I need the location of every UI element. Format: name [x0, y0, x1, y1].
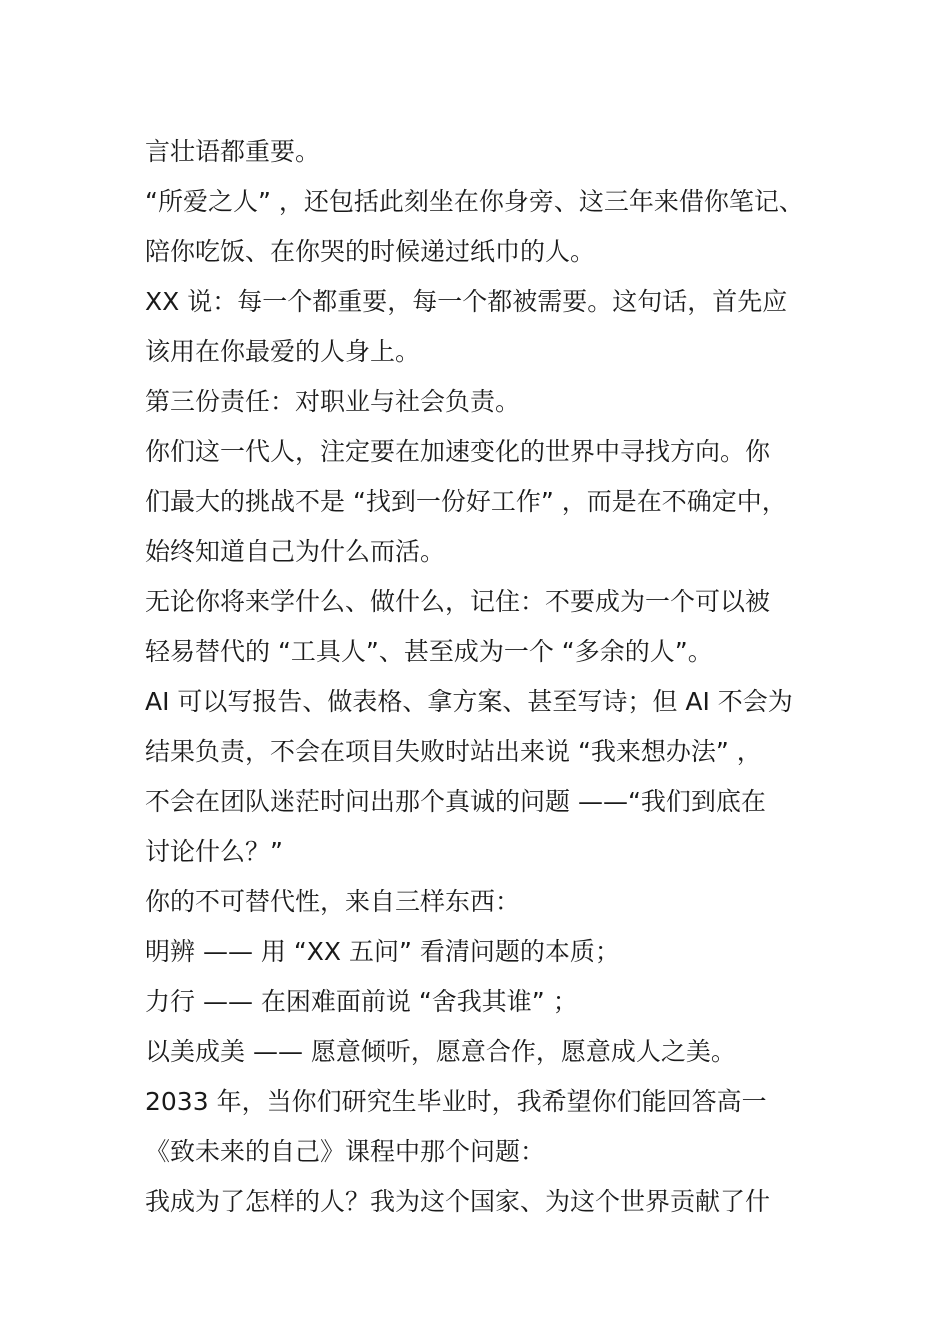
text-line: 讨论什么？”	[145, 837, 283, 866]
text-line: 该用在你最爱的人身上。	[145, 337, 421, 366]
text-line: 陪你吃饭、在你哭的时候递过纸巾的人。	[145, 237, 596, 266]
text-line: 《致未来的自己》课程中那个问题：	[145, 1137, 546, 1166]
text-line: AI 可以写报告、做表格、拿方案、甚至写诗；但 AI 不会为	[145, 687, 793, 716]
text-line: 2033 年，当你们研究生毕业时，我希望你们能回答高一	[145, 1087, 767, 1116]
text-line: 我成为了怎样的人？我为这个国家、为这个世界贡献了什	[145, 1187, 771, 1216]
text-line: 不会在团队迷茫时问出那个真诚的问题 ——“我们到底在	[145, 787, 766, 816]
body-text	[145, 127, 835, 1227]
section-heading: 第三份责任：对职业与社会负责。	[145, 387, 521, 416]
text-line: 们最大的挑战不是 “找到一份好工作” ，而是在不确定中，	[145, 487, 787, 516]
text-line: 结果负责，不会在项目失败时站出来说 “我来想办法” ，	[145, 737, 762, 766]
text-line: 你们这一代人，注定要在加速变化的世界中寻找方向。你	[145, 437, 771, 466]
text-line: 你的不可替代性，来自三样东西：	[145, 887, 521, 916]
list-item: 力行 —— 在困难面前说 “舍我其谁” ；	[145, 987, 578, 1016]
text-line: XX 说：每一个都重要，每一个都被需要。这句话，首先应	[145, 287, 788, 316]
text-line: 言壮语都重要。	[145, 137, 321, 166]
text-line: 轻易替代的 “工具人”、甚至成为一个 “多余的人”。	[145, 637, 713, 666]
text-line: 始终知道自己为什么而活。	[145, 537, 446, 566]
list-item: 以美成美 —— 愿意倾听，愿意合作，愿意成人之美。	[145, 1037, 736, 1066]
text-line: 无论你将来学什么、做什么，记住：不要成为一个可以被	[145, 587, 771, 616]
text-line: “所爱之人” ，还包括此刻坐在你身旁、这三年来借你笔记、	[145, 187, 804, 216]
list-item: 明辨 —— 用 “XX 五问” 看清问题的本质；	[145, 937, 620, 966]
